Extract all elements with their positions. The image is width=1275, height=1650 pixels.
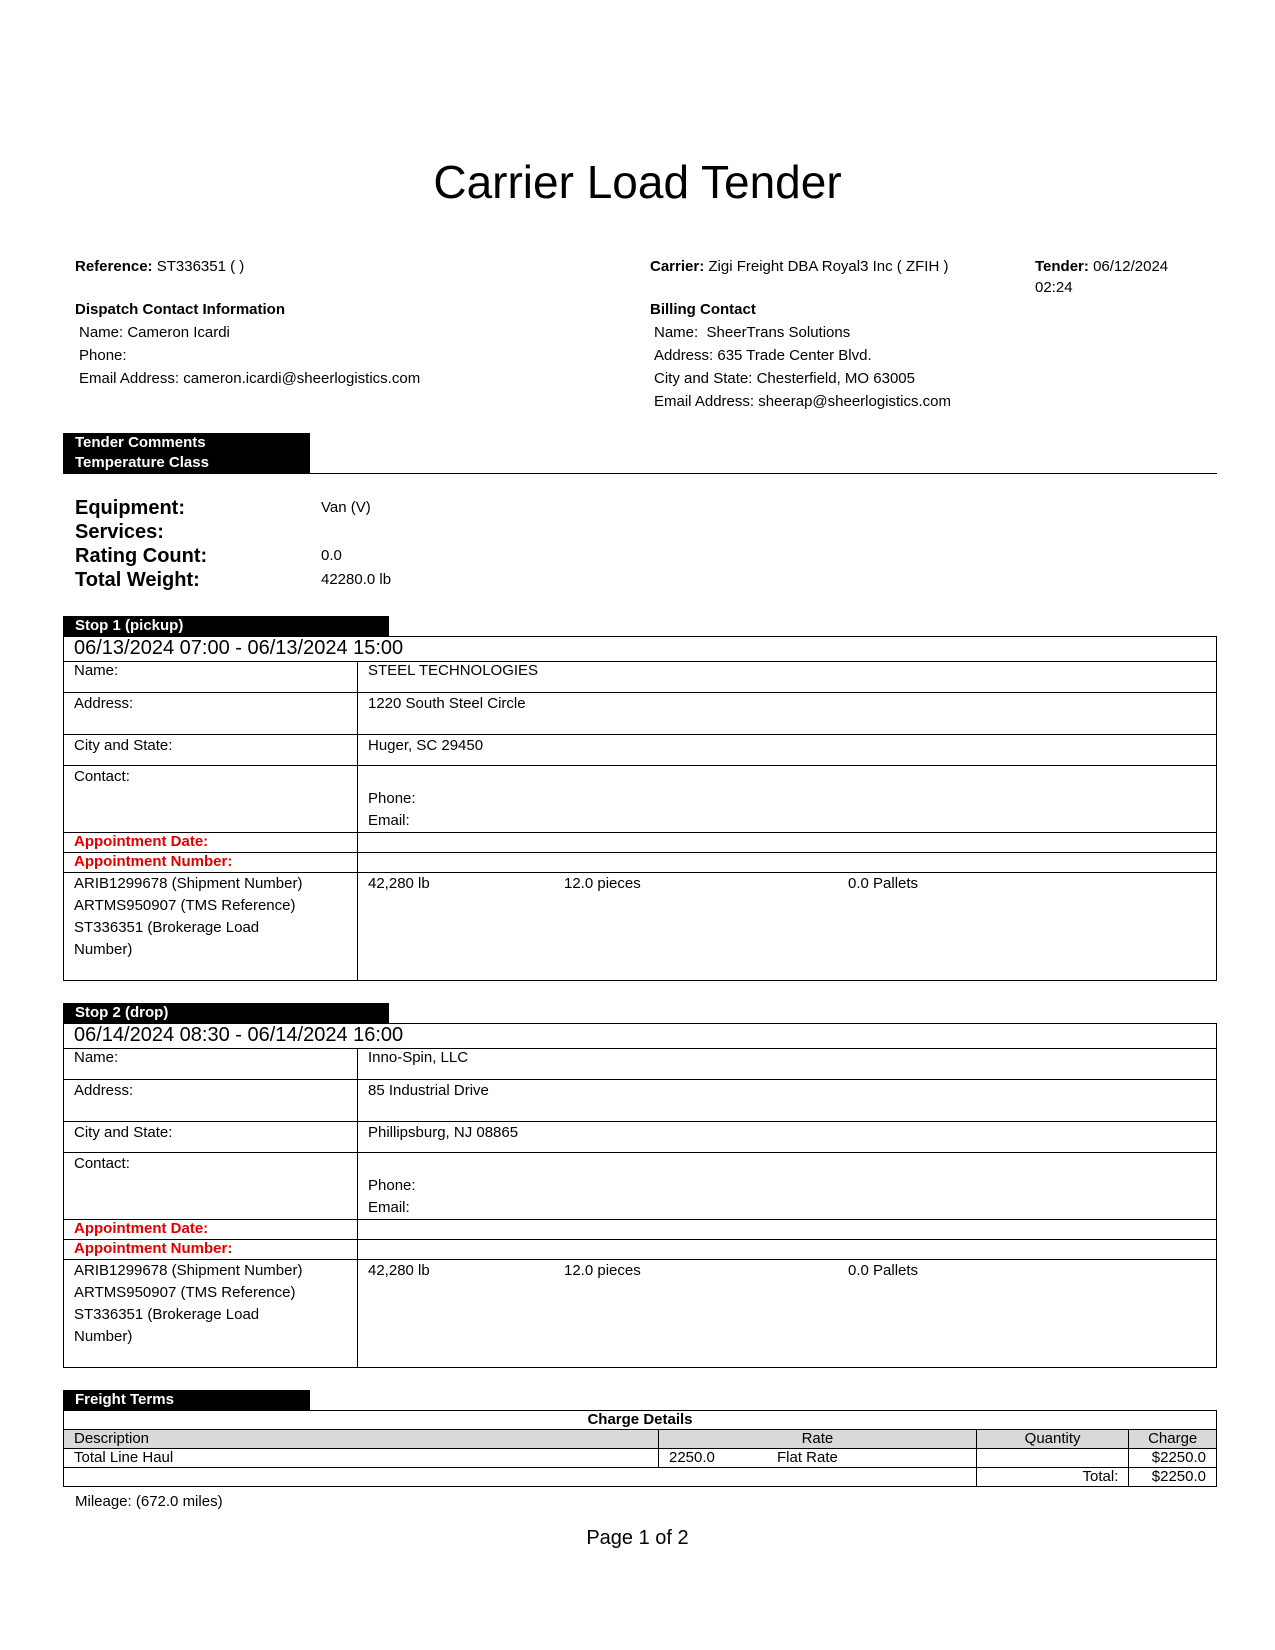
total-label: Total: [976,1468,1129,1487]
stop-2-pieces: 12.0 pieces [564,1262,641,1279]
line-rate-cell [659,1449,977,1468]
carrier-value: Zigi Freight DBA Royal3 Inc ( ZFIH ) [708,258,949,275]
billing-name-value: SheerTrans Solutions [706,324,851,341]
stop-1-phone: Phone: [368,790,416,807]
stop-1-appt-number [358,853,1217,873]
stop-1-appt-date [358,833,1217,853]
stop-1-name: STEEL TECHNOLOGIES [358,662,1217,693]
stop-2-quantities [358,1260,1217,1368]
tender-time: 02:24 [1035,279,1073,296]
col-rate: Rate [659,1430,977,1449]
stop-1-ref-4: Number) [74,941,133,958]
billing-email: Email Address: sheerap@sheerlogistics.com [654,393,952,410]
page-number: Page 1 of 2 [586,1527,689,1549]
stop-2-weight: 42,280 lb [368,1262,430,1279]
reference-label: Reference: [75,258,153,275]
stop-2-ref-4: Number) [74,1328,133,1345]
line-charge: $2250.0 [1129,1449,1217,1468]
billing-address-value: 635 Trade Center Blvd. [717,347,872,364]
billing-city [650,367,951,390]
stop-2-pallets: 0.0 Pallets [848,1262,919,1279]
dispatch-heading: Dispatch Contact Information [75,301,286,318]
stop-1-name-label: Name: [64,662,358,693]
total-spacer [64,1468,977,1487]
stop-2-appt-date [358,1220,1217,1240]
dispatch-email: Email Address: cameron.icardi@sheerlogistics.com [79,370,421,387]
stop-1-city: Huger, SC 29450 [358,735,1217,766]
mileage: Mileage: (672.0 miles) [75,1493,223,1510]
equipment-block [75,496,207,592]
divider [63,473,1217,474]
dispatch-name: Name: Cameron Icardi [79,324,230,341]
stop-2-name-label: Name: [64,1049,358,1080]
col-quantity: Quantity [976,1430,1129,1449]
billing-name [650,321,951,344]
carrier-label: Carrier: [650,258,705,275]
stop-1-ref-3: ST336351 (Brokerage Load [74,919,260,936]
tender-comments-tab [63,433,310,473]
billing-city-label: City and State: [654,370,753,387]
weight-value: 42280.0 lb [321,571,392,588]
stop-1-quantities [358,873,1217,981]
reference [75,256,244,277]
stop-2-address-label: Address: [64,1080,358,1122]
billing-address [650,344,951,367]
stop-1-address-label: Address: [64,693,358,735]
col-charge: Charge [1129,1430,1217,1449]
stop-2-city-label: City and State: [64,1122,358,1153]
stop-1-ref-1: ARIB1299678 (Shipment Number) [74,875,303,892]
tender-label: Tender: [1035,258,1089,275]
total-value: $2250.0 [1129,1468,1217,1487]
stop-2-ref-3: ST336351 (Brokerage Load [74,1306,260,1323]
tender [1035,256,1225,298]
col-description: Description [64,1430,659,1449]
line-rate-type: Flat Rate [777,1449,838,1466]
billing-heading: Billing Contact [650,301,756,318]
stop-1-ref-2: ARTMS950907 (TMS Reference) [74,897,296,914]
billing-contact [650,298,951,413]
stop-2-name: Inno-Spin, LLC [358,1049,1217,1080]
temperature-class-label: Temperature Class [75,454,209,471]
stop-1-email: Email: [368,812,410,829]
stop-1-references [64,873,358,981]
freight-terms-tab: Freight Terms [63,1390,310,1410]
stop-1-pallets: 0.0 Pallets [848,875,919,892]
stop-2-appt-number [358,1240,1217,1260]
rating-value: 0.0 [321,547,342,564]
services-label: Services: [75,521,164,543]
page-title: Carrier Load Tender [433,156,842,208]
stop-2-window: 06/14/2024 08:30 - 06/14/2024 16:00 [64,1024,1217,1049]
reference-value: ST336351 ( ) [156,258,245,275]
line-description: Total Line Haul [64,1449,659,1468]
stop-1-tab: Stop 1 (pickup) [63,616,389,636]
equipment-value: Van (V) [321,499,371,516]
billing-city-value: Chesterfield, MO 63005 [756,370,915,387]
stop-2-appt-number-label: Appointment Number: [64,1240,358,1260]
tender-comments-label: Tender Comments [75,434,206,451]
carrier [650,256,948,277]
billing-name-label: Name: [654,324,699,341]
stop-2-city: Phillipsburg, NJ 08865 [358,1122,1217,1153]
stop-2-tab: Stop 2 (drop) [63,1003,389,1023]
stop-2-address: 85 Industrial Drive [358,1080,1217,1122]
stop-2-ref-2: ARTMS950907 (TMS Reference) [74,1284,296,1301]
stop-1-pieces: 12.0 pieces [564,875,641,892]
tender-date: 06/12/2024 [1093,258,1169,275]
line-quantity [976,1449,1129,1468]
stop-2-contact [358,1153,1217,1220]
stop-2-email: Email: [368,1199,410,1216]
stop-2-appt-date-label: Appointment Date: [64,1220,358,1240]
stop-1-window: 06/13/2024 07:00 - 06/13/2024 15:00 [64,637,1217,662]
equipment-label: Equipment: [75,497,185,519]
rating-label: Rating Count: [75,545,208,567]
charge-details-table [63,1410,1217,1487]
stop-1-city-label: City and State: [64,735,358,766]
stop-2-contact-label: Contact: [64,1153,358,1220]
stop-1-address: 1220 South Steel Circle [358,693,1217,735]
stop-1-weight: 42,280 lb [368,875,430,892]
stop-1-contact [358,766,1217,833]
stop-2-phone: Phone: [368,1177,416,1194]
stop-1-appt-date-label: Appointment Date: [64,833,358,853]
stop-1-table [63,636,1217,981]
line-rate: 2250.0 [669,1449,715,1466]
billing-address-label: Address: [654,347,714,364]
dispatch-phone: Phone: [79,347,127,364]
weight-label: Total Weight: [75,569,200,591]
stop-2-ref-1: ARIB1299678 (Shipment Number) [74,1262,303,1279]
charge-details-heading: Charge Details [64,1411,1217,1430]
stop-1-appt-number-label: Appointment Number: [64,853,358,873]
stop-1-contact-label: Contact: [64,766,358,833]
dispatch-contact [75,298,420,390]
stop-2-references [64,1260,358,1368]
stop-2-table [63,1023,1217,1368]
